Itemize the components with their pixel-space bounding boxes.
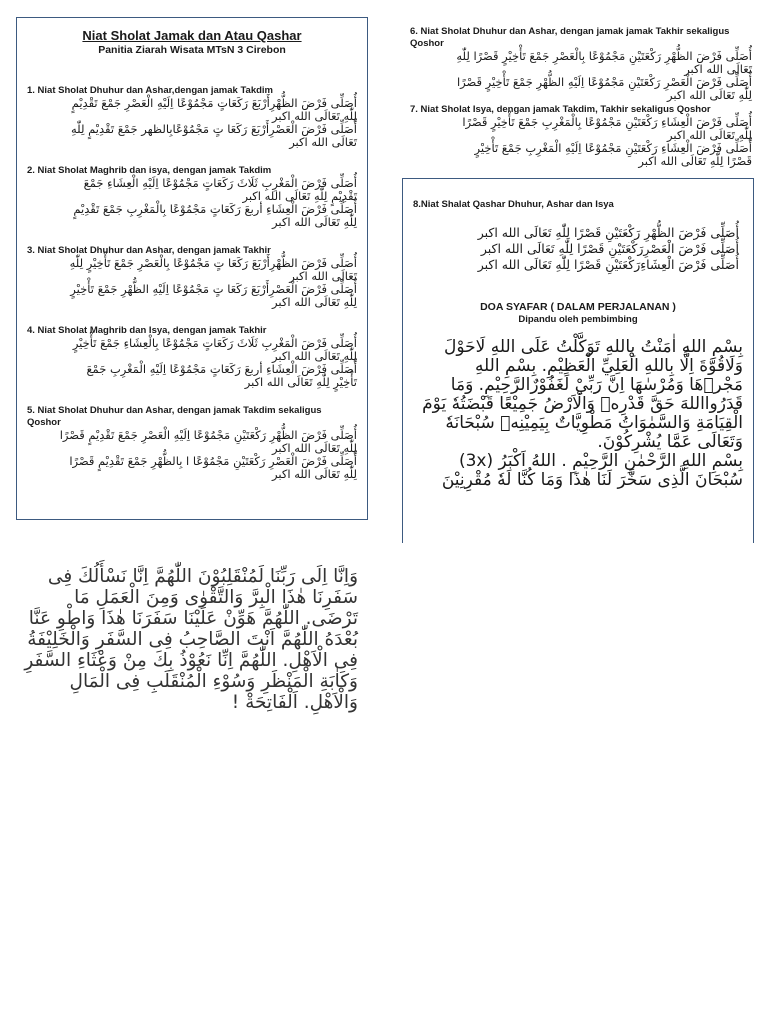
doa-subtitle: Dipandu oleh pembimbing [518,314,638,325]
arabic-niat-line: أُصَلِّى فَرْضَ الْعِشَاءِ رَكْعَتَيْنِ مَجْمُوْعًا اِلَيْهِ الْمَغْرِبِ جَمْعَ تَأْخِيْرٍ [474,141,752,155]
left-niat-panel [16,17,368,520]
arabic-niat-line: لِلّٰهِ تَعَالَى الله اكبر [272,109,357,123]
arabic-doa-line: تَرْضَى. اللّٰهُمَّ هَوِّنْ عَلَيْنَا سَفَرَنَا هٰذَا وَاطْوِ عَنَّا [28,608,358,629]
arabic-niat-line: لِلّٰهِ تَعَالَى الله اكبر [272,349,357,363]
arabic-niat-line: قَصْرًا لِلّٰهِ تَعَالَى الله اكبر [638,154,752,168]
left-sections [27,85,357,481]
arabic-doa-line: وَكَاٰبَةِ الْمَنْظَرِ وَسُوْءِ الْمُنْقَلَبِ فِى الْمَالِ [69,671,358,692]
arabic-doa-line: بِسْمِ اللهِ الرَّحْمٰنِ الرَّحِيْمِ . اللهُ اَكْبَرُ (3x) [458,451,743,471]
section-heading: 6. Niat Sholat Dhuhur dan Ashar, dengan jamak jamak Takhir sekaligus Qoshor [410,26,730,49]
niat-section [410,104,752,168]
niat-section [27,165,357,229]
arabic-doa-line: وَالْاَهْلِ. اَلْفَاتِحَةْ ! [231,692,358,713]
arabic-niat-line: تَأْخِيْرٍ لِلّٰهِ تَعَالَى الله اكبر [244,375,357,389]
arabic-niat-line: لِلّٰهِ تَعَالَى الله اكبر [272,215,357,229]
arabic-niat-line: أُصَلِّى فَرْضَ الْمَغْرِبِ ثَلَاثَ رَكَعَاتٍ مَجْمُوْعًا اِلَيْهِ الْعِشَاءِ جَمْعَ [83,176,357,190]
arabic-niat-line: لِلّٰهِ تَعَالَى الله اكبر [272,295,357,309]
section-heading: 3. Niat Sholat Dhuhur dan Ashar, dengan jamak Takhir [27,245,271,256]
arabic-niat-line: لِلّٰهِ تَعَالَى الله اكبر [272,441,357,455]
niat-section [27,325,357,389]
arabic-niat-line: تَعَالَى الله اكبر [289,269,357,283]
arabic-doa-line: مَجْرٖهَا وَمُرْسٰهَا اِنَّ رَبِّيْ لَغَفُوْرٌالرَّحِيْمِ. وَمَا [450,375,743,395]
top-right-sections [410,26,752,168]
niat-section [410,26,752,102]
section-heading: 2. Niat Sholat Maghrib dan isya, dengan jamak Takdim [27,165,272,176]
arabic-niat-line: تَعَالَى الله اكبر [289,135,357,149]
doa-syafar-text [413,338,743,490]
arabic-niat-line: أُصَلِّى فَرْضَ الظُّهْرِ رَكْعَتَيْنِ مَجْمُوْعًا اِلَيْهِ الْعَصْرِ جَمْعَ تَقْدِيْمٍ قَصْرًا [59,428,357,442]
arabic-niat-line: أُصَلِّى فَرْضَ الْعِشَاءِرَكْعَتَيْنِ قَصْرًا لِلّٰهِ تَعَالَى الله اكبر [477,257,739,272]
arabic-doa-line: سَفَرِنَا هٰذَا الْبِرَّ وَالتَّقْوٰى وَمِنَ الْعَمَلِ مَا [74,587,358,608]
section-heading: 7. Niat Sholat Isya, dengan jamak Takdim, Takhir sekaligus Qoshor [410,104,711,115]
arabic-niat-line: أُصَلِّى فَرْضَ الظُّهْرِأَرْبَعَ رَكَعَا تٍ مَجْمُوْعًا بِالْعَصْرِ جَمْعَ تَأْخِيْرٍ لِلّٰهِ [69,256,357,270]
arabic-niat-line: لِلّٰهِ تَعَالَى الله اكبر [667,128,752,142]
arabic-niat-line: تَعَالَى الله اكبر [684,62,752,76]
arabic-niat-line: أُصَلِّى فَرْضَ الظُّهْرِ رَكْعَتَيْنِ مَجْمُوْعًا بِالْعَصْرِ جَمْعَ تَأْخِيْرٍ قَصْرًا لِلّٰهِ [456,49,752,63]
arabic-niat-line: أُصَلِّى فَرْضَ الْعِشَاءِ رَكْعَتَيْنِ مَجْمُوْعًا بِالْمَغْرِبِ جَمْعَ تَأْخِيْرٍ قَصْرًا [462,115,752,129]
arabic-niat-line: أُصَلِّى فَرْضَ الْعَصْرِ رَكْعَتَيْنِ مَجْمُوْعًا اِلَيْهِ الظُّهْرِ جَمْعَ تَأْخِيْرٍ قَصْرًا [456,75,752,89]
arabic-niat-line: لِلّٰهِ تَعَالَى الله اكبر [272,467,357,481]
arabic-doa-line: سُبْحَانَ الَّذِى سَخَّرَ لَنَا هٰذَا وَمَا كُنَّا لَهٗ مُقْرِنِيْنَ [441,470,743,490]
niat-section [27,405,357,481]
document-title: Niat Sholat Jamak dan Atau Qashar [82,28,302,43]
arabic-doa-line: وَلَاقُوَّةَ اِلَّا بِاللهِ الْعَلِيِّ الْعَظِيْمِ. بِسْمِ اللهِ [474,356,743,376]
arabic-niat-line: أُصَلِّى فَرْضَ الظُّهْرِأَرْبَعَ رَكَعَاتٍ مَجْمُوْعًا اِلَيْهِ الْعَصْرِ جَمْعَ تَقْدِيْمٍ [71,96,357,110]
arabic-niat-line: أُصَلِّى فَرْضَ الْعَصْرِرَكْعَتَيْنِ قَصْرًا لِلّٰهِ تَعَالَى الله اكبر [480,241,739,256]
niat-section [27,85,357,149]
arabic-niat-line: أُصَلِّى فَرْضَ الْعَصْرِأَرْبَعَ رَكَعَا تٍ مَجْمُوْعًابِالظهر جَمْعَ تَقْدِيْمٍ لِلّٰهِ [71,122,357,136]
arabic-niat-line: أُصَلِّى فَرْضَ الْعِشَاءِ أربعَ رَكَعَاتٍ مَجْمُوْعًا اِلَيْهِ الْمَغْرِبِ جَمْعَ [86,362,357,376]
document-subtitle: Panitia Ziarah Wisata MTsN 3 Cirebon [98,44,286,56]
arabic-niat-line: أُصَلِّى فَرْضَ الْعَصْرِأَرْبَعَ رَكَعَا تٍ مَجْمُوْعًا اِلَيْهِ الظُّهْرِ جَمْعَ تَأْخِيْرٍ [70,282,357,296]
arabic-niat-line: أُصَلِّى فَرْضَ الظُّهْرِ رَكْعَتَيْنِ قَصْرًا لِلّٰهِ تَعَالَى الله اكبر [477,225,739,240]
section-8-lines [413,225,743,273]
arabic-doa-line: فِى الْاَهْلِ. اللّٰهُمَّ اِنِّا نَعُوْذُ بِكَ مِنْ وَعْثَاءِ السَّفَرِ [24,650,358,671]
arabic-doa-line: وَاِنَّا اِلَى رَبِّنَا لَمُنْقَلِبُوْنَ اللّٰهُمَّ اِنَّا نَسْأَلُكَ فِى [47,566,358,587]
section-heading: 1. Niat Sholat Dhuhur dan Ashar,dengan jamak Takdim [27,85,273,96]
arabic-niat-line: تَقْدِيْمٍ لِلّٰهِ تَعَالَى الله اكبر [242,189,357,203]
section-heading: 4. Niat Sholat Maghrib dan Isya, dengan jamak Takhir [27,325,267,336]
section-heading: 5. Niat Sholat Dhuhur dan Ashar, dengan jamak Takdim sekaligus Qoshor [27,405,322,428]
niat-section [27,245,357,309]
section-8-heading: 8.Niat Shalat Qashar Dhuhur, Ashar dan Isya [413,199,614,210]
arabic-doa-line: بِسْمِ اللهِ اٰمَنْتُ بِاللهِ تَوَكَّلْتُ عَلَى اللهِ لَاحَوْلَ [443,337,743,357]
arabic-niat-line: لِلّٰهِ تَعَالَى الله اكبر [667,88,752,102]
right-doa-panel [402,178,754,543]
doa-title: DOA SYAFAR ( DALAM PERJALANAN ) [480,301,676,313]
arabic-doa-line: بُعْدَهُ اللّٰهُمَّ اَنْتَ الصَّاحِبُ فِى السَّفَرِ وَالْخَلِيْفَةُ [27,629,358,650]
arabic-doa-line: وَتَعَالَى عَمَّا يُشْرِكُوْنَ. [597,432,743,452]
arabic-doa-line: الْقِيَامَةِ وَالسَّمٰوَاتُ مَطْوِيَّاتٌ بِيَمِيْنِهٖ سُبْحَانَهٗ [445,413,743,433]
top-right-niat [410,26,752,170]
arabic-niat-line: أُصَلِّى فَرْضَ الْعِشَاءِ أربعَ رَكَعَاتٍ مَجْمُوْعًا بِالْمَغْرِبِ جَمْعَ تَقْدِيْمٍ [73,202,357,216]
arabic-niat-line: أُصَلِّى فَرْضَ الْمَغْرِبِ ثَلَاثَ رَكَعَاتٍ مَجْمُوْعًا بِالْعِشَاءِ جَمْعَ تَأْخِيْرٍ [72,336,357,350]
arabic-doa-line: قَدَرُوااللهَ حَقَّ قَدْرِهٖ وَالْاَرْضُ جَمِيْعًا قَبْضَتُهٗ يَوْمَ [422,394,743,414]
arabic-niat-line: أُصَلِّى فَرْضَ الْعَصْرِ رَكْعَتَيْنِ مَجْمُوْعًا ا بِالظُّهْرِ جَمْعَ تَقْدِيْمٍ قَصْرًا [69,454,357,468]
bottom-doa-text [24,566,358,713]
